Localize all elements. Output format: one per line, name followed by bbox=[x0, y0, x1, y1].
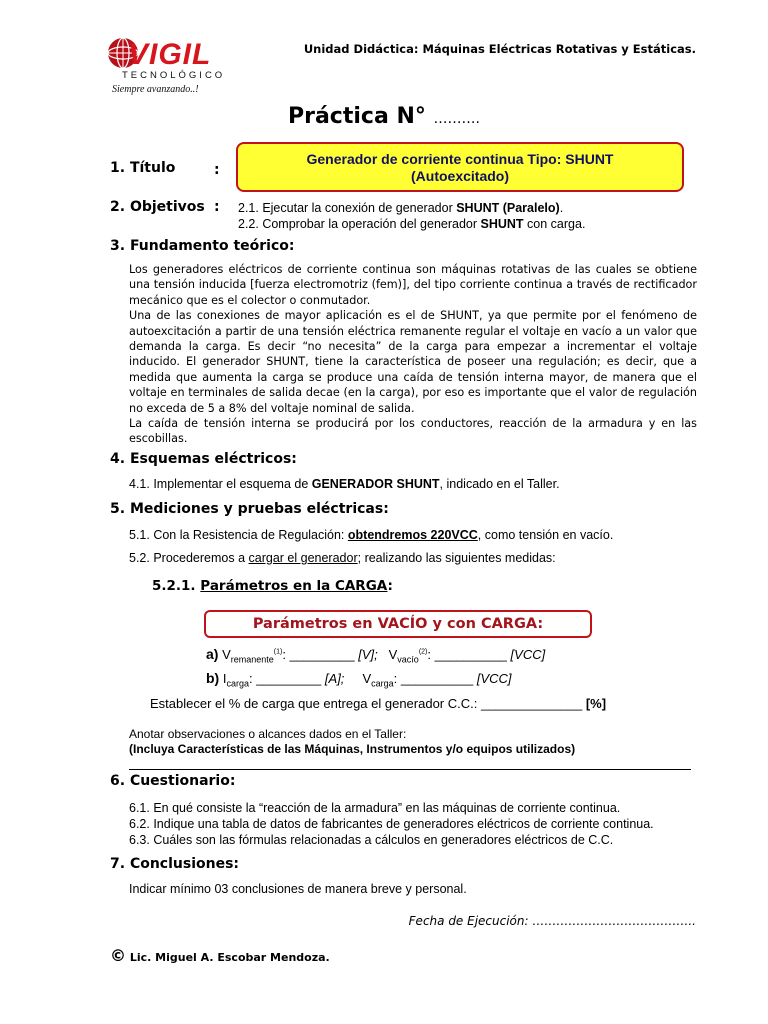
question-3: 6.3. Cuáles son las fórmulas relacionadas a cálculos en generadores eléctricos de C.C. bbox=[129, 833, 614, 847]
logo-subtitle: TECNOLÓGICO bbox=[122, 70, 226, 81]
section-5-heading bbox=[110, 501, 389, 517]
section-5-label: Mediciones y pruebas eléctricas: bbox=[129, 501, 389, 517]
percent-load-row bbox=[150, 696, 606, 711]
note-1-mark: (1) bbox=[273, 648, 283, 656]
section-1-number: 1. bbox=[110, 160, 126, 176]
objective-2-text: 2.2. Comprobar la operación del generador bbox=[238, 217, 481, 231]
section-3-label: Fundamento teórico: bbox=[129, 238, 295, 254]
copyright-icon: © bbox=[110, 946, 126, 965]
section-3-number: 3. bbox=[110, 238, 126, 254]
item-4-1-bold: GENERADOR SHUNT bbox=[311, 477, 440, 491]
v-remanente-unit: [V]; bbox=[358, 647, 378, 662]
observations-instruction: (Incluya Características de las Máquinas, Instrumentos y/o equipos utilizados) bbox=[129, 742, 576, 756]
section-3-heading bbox=[110, 238, 294, 254]
item-5-1 bbox=[129, 528, 613, 542]
percent-load-text: Establecer el % de carga que entrega el generador C.C.: ______________ bbox=[150, 696, 583, 711]
section-6-heading bbox=[110, 773, 235, 789]
subsection-5-2-1-label: Parámetros en la CARGA bbox=[200, 578, 388, 594]
observations-note: Anotar observaciones o alcances dados en el Taller: bbox=[129, 727, 407, 741]
vigil-logo bbox=[92, 34, 242, 104]
section-1-heading bbox=[110, 160, 175, 176]
section-4-label: Esquemas eléctricos: bbox=[129, 451, 297, 467]
i-carga-blank: : _________ bbox=[248, 671, 322, 686]
subsection-5-2-1 bbox=[152, 578, 393, 594]
section-6-number: 6. bbox=[110, 773, 126, 789]
i-carga-unit: [A]; bbox=[324, 671, 345, 686]
objective-2-bold: SHUNT bbox=[480, 217, 524, 231]
item-5-2-end: ; realizando las siguientes medidas: bbox=[357, 551, 556, 565]
execution-date: Fecha de Ejecución: ………………………………….. bbox=[408, 914, 696, 928]
unit-header: Unidad Didáctica: Máquinas Eléctricas Rotativas y Estáticas. bbox=[303, 42, 696, 56]
theory-paragraph-2: Una de las conexiones de mayor aplicación es el de SHUNT, ya que permite por el fenómeno de autoexcitación a partir de una tensión eléctrica remanente regular el voltaje en vacío a un valor que demanda la carga. Es decir “no necesita” de la carga para empezar a incrementar el voltaje inducido. El generador SHUNT, tiene la característica de poseer una regulación; es decir, que a medida que aumenta la carga se produce una caída de tensión interna mayor, de manera que el voltaje en terminales de salida decae (en la carga), por eso es importante que el valor de regulación no exceda de 5 a 8% del voltaje nominal de salida. bbox=[129, 309, 697, 415]
title-dots: ………. bbox=[433, 111, 480, 127]
title-box-line2: (Autoexcitado) bbox=[411, 168, 509, 184]
item-5-2-underlined: cargar el generador bbox=[248, 551, 358, 565]
objective-2-end: con carga. bbox=[523, 217, 586, 231]
logo-slogan: Siempre avanzando..! bbox=[112, 84, 199, 95]
parameters-box: Parámetros en VACÍO y con CARGA: bbox=[204, 610, 592, 638]
i-carga-symbol: I bbox=[222, 671, 227, 686]
v-carga-blank: : __________ bbox=[393, 671, 474, 686]
copyright-line bbox=[110, 946, 330, 965]
objective-1-end: . bbox=[559, 201, 564, 215]
subsection-5-2-1-colon: : bbox=[387, 578, 393, 594]
note-2-mark: (2) bbox=[418, 648, 428, 656]
title-box bbox=[236, 142, 684, 192]
page-title bbox=[0, 104, 768, 129]
section-7-heading bbox=[110, 856, 239, 872]
measure-row-a bbox=[206, 646, 545, 665]
section-7-number: 7. bbox=[110, 856, 126, 872]
measure-row-b bbox=[206, 670, 512, 689]
v-vacio-sub: vacío bbox=[397, 654, 419, 665]
logo-wordmark: VIGIL bbox=[128, 38, 212, 71]
section-4-heading bbox=[110, 451, 297, 467]
section-6-label: Cuestionario: bbox=[129, 773, 236, 789]
v-carga-symbol: V bbox=[362, 671, 372, 686]
v-carga-sub: carga bbox=[371, 678, 394, 689]
author-name: Lic. Miguel A. Escobar Mendoza. bbox=[129, 951, 330, 964]
conclusions-text: Indicar mínimo 03 conclusiones de manera breve y personal. bbox=[129, 882, 467, 896]
i-carga-sub: carga bbox=[226, 678, 249, 689]
section-1-label: Título bbox=[129, 160, 176, 176]
objective-1-bold: SHUNT (Paralelo) bbox=[456, 201, 560, 215]
section-2-label: Objetivos bbox=[129, 199, 205, 215]
theory-paragraph-3: La caída de tensión interna se producirá por los conductores, reacción de la armadura y en las escobillas. bbox=[129, 417, 697, 446]
title-text: Práctica N° bbox=[287, 104, 426, 129]
subsection-5-2-1-number: 5.2.1. bbox=[152, 578, 196, 594]
item-4-1-end: , indicado en el Taller. bbox=[439, 477, 560, 491]
v-remanente-symbol: V bbox=[222, 647, 231, 662]
item-5-1-end: , como tensión en vacío. bbox=[477, 528, 614, 542]
percent-load-unit: [%] bbox=[585, 696, 607, 711]
row-b-label: b) bbox=[206, 670, 220, 686]
v-vacio-symbol: V bbox=[388, 647, 398, 662]
v-remanente-blank: : _________ bbox=[282, 647, 355, 662]
item-4-1-text: 4.1. Implementar el esquema de bbox=[129, 477, 312, 491]
v-carga-unit: [VCC] bbox=[476, 671, 512, 686]
question-1: 6.1. En qué consiste la “reacción de la armadura” en las máquinas de corriente continua. bbox=[129, 801, 621, 815]
section-2-number: 2. bbox=[110, 199, 126, 215]
v-vacio-unit: [VCC] bbox=[510, 647, 546, 662]
item-5-2 bbox=[129, 551, 556, 565]
title-box-line1: Generador de corriente continua Tipo: SHUNT bbox=[306, 151, 614, 167]
observations-line bbox=[129, 769, 691, 770]
item-5-1-bold: obtendremos 220VCC bbox=[347, 528, 478, 542]
objective-1-text: 2.1. Ejecutar la conexión de generador bbox=[238, 201, 457, 215]
question-2: 6.2. Indique una tabla de datos de fabricantes de generadores eléctricos de corriente continua. bbox=[129, 817, 654, 831]
objective-2 bbox=[238, 216, 585, 232]
objective-1 bbox=[238, 200, 563, 216]
item-4-1 bbox=[129, 477, 560, 491]
section-4-number: 4. bbox=[110, 451, 126, 467]
section-1-colon: : bbox=[214, 162, 220, 178]
section-2-heading bbox=[110, 199, 205, 215]
section-2-colon: : bbox=[214, 199, 220, 215]
section-7-label: Conclusiones: bbox=[129, 856, 240, 872]
item-5-1-text: 5.1. Con la Resistencia de Regulación: bbox=[129, 528, 348, 542]
section-5-number: 5. bbox=[110, 501, 126, 517]
row-a-label: a) bbox=[206, 646, 219, 662]
item-5-2-text: 5.2. Procederemos a bbox=[129, 551, 249, 565]
theory-text bbox=[129, 262, 697, 447]
v-remanente-sub: remanente bbox=[230, 654, 274, 665]
v-vacio-blank: : __________ bbox=[427, 647, 507, 662]
theory-paragraph-1: Los generadores eléctricos de corriente continua son máquinas rotativas de las cuales se obtiene una tensión inducida [fuerza electromotriz (fem)], del tipo corriente continua a través de rectificador mecánico que es el colector o conmutador. bbox=[129, 263, 697, 307]
